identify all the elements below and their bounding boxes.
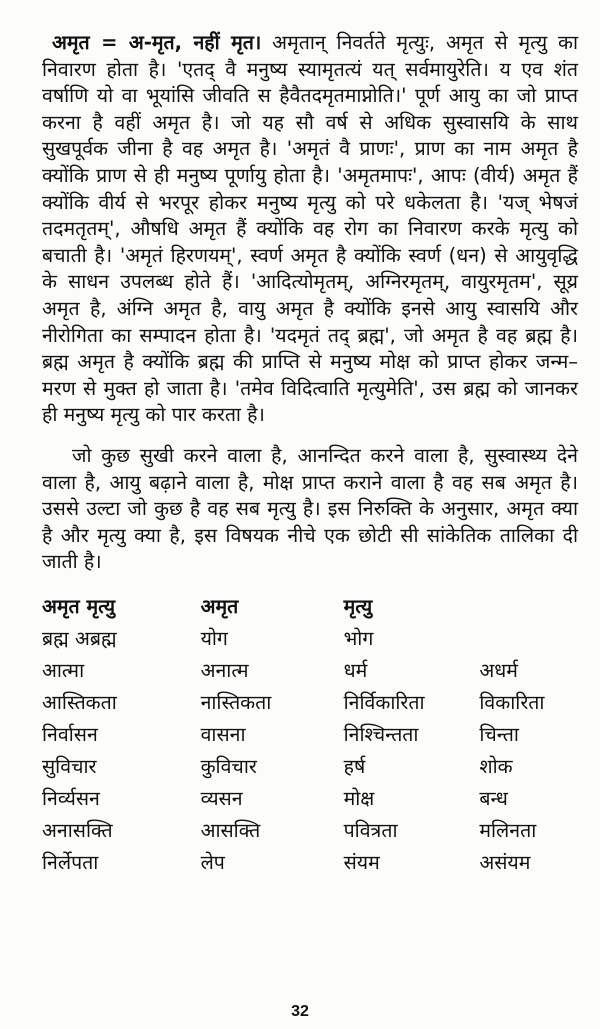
table-row	[42, 654, 578, 686]
table-row	[42, 718, 578, 750]
table-cell: धर्म	[343, 659, 368, 683]
table-cell: चिन्ता	[479, 723, 519, 747]
table-cell: कुविचार	[200, 755, 257, 779]
table-cell: मलिनता	[479, 819, 537, 843]
table-cell: आसक्ति	[200, 819, 261, 843]
table-cell: सुविचार	[42, 755, 97, 779]
table-cell: भोग	[343, 627, 374, 651]
table-cell: अनात्म	[200, 659, 249, 683]
amrit-mrityu-table	[42, 590, 578, 878]
paragraph-1-lead: अमृत = अ-मृत, नहीं मृत।	[52, 31, 262, 54]
table-cell: असंयम	[479, 851, 531, 875]
table-cell: हर्ष	[343, 755, 366, 779]
table-cell: मोक्ष	[343, 787, 375, 811]
table-cell: अनासक्ति	[42, 819, 113, 843]
table-row	[42, 814, 578, 846]
table-cell: संयम	[343, 851, 380, 875]
table-cell	[479, 622, 578, 654]
table-cell: अधर्म	[479, 659, 518, 683]
table-cell: योग	[200, 627, 228, 651]
table-cell: निर्वासन	[42, 723, 98, 747]
table-cell: निर्लेपता	[42, 851, 99, 875]
table-row	[42, 686, 578, 718]
table-cell: बन्ध	[479, 787, 508, 811]
table-row	[42, 750, 578, 782]
table-header-cell: मृत्यु	[343, 595, 373, 619]
table-cell: लेप	[200, 851, 225, 875]
page-number: 32	[291, 1003, 309, 1020]
table-cell: आस्तिकता	[42, 691, 117, 715]
table-header-cell	[479, 590, 578, 622]
table-header-cell: अमृत मृत्यु	[42, 595, 116, 619]
paragraph-1	[42, 30, 578, 429]
table-row	[42, 622, 578, 654]
table-cell: निर्विकारिता	[343, 691, 425, 715]
table-cell: निश्चिन्तता	[343, 723, 419, 747]
table-cell: आत्मा	[42, 659, 85, 683]
paragraph-1-body: अमृतान् निवर्तते मृत्युः, अमृत से मृत्यु का निवारण होता है। 'एतद् वै मनुष्य स्यामृतत्यं यत् सर्वमायुरेति। य एव शंत वर्षाणि यो वा भूयांसि जीवति स हैवैतदमृतमाप्नोति।' पूर्ण आयु का जो प्राप्त करना है वहीं अमृत है। जो यह सौ वर्ष से अधिक सुस्वासयि के साथ सुखपूर्वक जीना है वह अमृत है। 'अमृतं वै प्राणः', प्राण का नाम अमृत है क्योंकि प्राण से ही मनुष्य पूर्णायु होता है। 'अमृतमापः', आपः (वीर्य) अमृत हैं क्योंकि वीर्य से भरपूर होकर मनुष्य मृत्यु को परे धकेलता है। 'यज् भेषजं तदमतृतम्', औषधि अमृत हैं क्योंकि वह रोग का निवारण करके मृत्यु को बचाती है। 'अमृतं हिरणयम्', स्वर्ण अमृत है क्योंकि स्वर्ण (धन) से आयुवृद्धि के साधन उपलब्ध होते हैं। 'आदित्योमृतम्, अग्निरमृतम्, वायुरमृतम', सूय्र अमृत है, अंग्नि अमृत है, वायु अमृत है क्योंकि इनसे आयु स्वासयि और नीरोगिता का सम्पादन होता है। 'यदमृतं तद् ब्रह्म', जो अमृत है वह ब्रह्म है। ब्रह्म अमृत है क्योंकि ब्रह्म की प्राप्ति से मनुष्य मोक्ष को प्राप्त होकर जन्म–मरण से मुक्त हो जाता है। 'तमेव विदित्वाति मृत्युमेति', उस ब्रह्म को जानकर ही मनुष्य मृत्यु को पार करता है।	[42, 31, 578, 427]
table-cell: पवित्रता	[343, 819, 398, 843]
table-cell: निर्व्यसन	[42, 787, 100, 811]
paragraph-2: जो कुछ सुखी करने वाला है, आनन्दित करने वाला है, सुस्वास्थ्य देने वाला है, आयु बढ़ाने वाला है, मोक्ष प्राप्त कराने वाला है वह सब अमृत है। उससे उल्टा जो कुछ है वह सब मृत्यु है। इस निरुक्ति के अनुसार, अमृत क्या है और मृत्यु क्या है, इस विषयक नीचे एक छोटी सी सांकेतिक तालिका दी जाती है।	[42, 443, 578, 574]
table-cell: नास्तिकता	[200, 691, 272, 715]
table-cell: वासना	[200, 723, 246, 747]
table-cell: विकारिता	[479, 691, 545, 715]
table-cell: व्यसन	[200, 787, 243, 811]
table-header-row	[42, 590, 578, 622]
table-cell: ब्रह्म अब्रह्म	[42, 627, 117, 651]
table-cell: शोक	[479, 755, 513, 779]
table-row	[42, 782, 578, 814]
table-row	[42, 846, 578, 878]
table-header-cell: अमृत	[200, 595, 239, 619]
